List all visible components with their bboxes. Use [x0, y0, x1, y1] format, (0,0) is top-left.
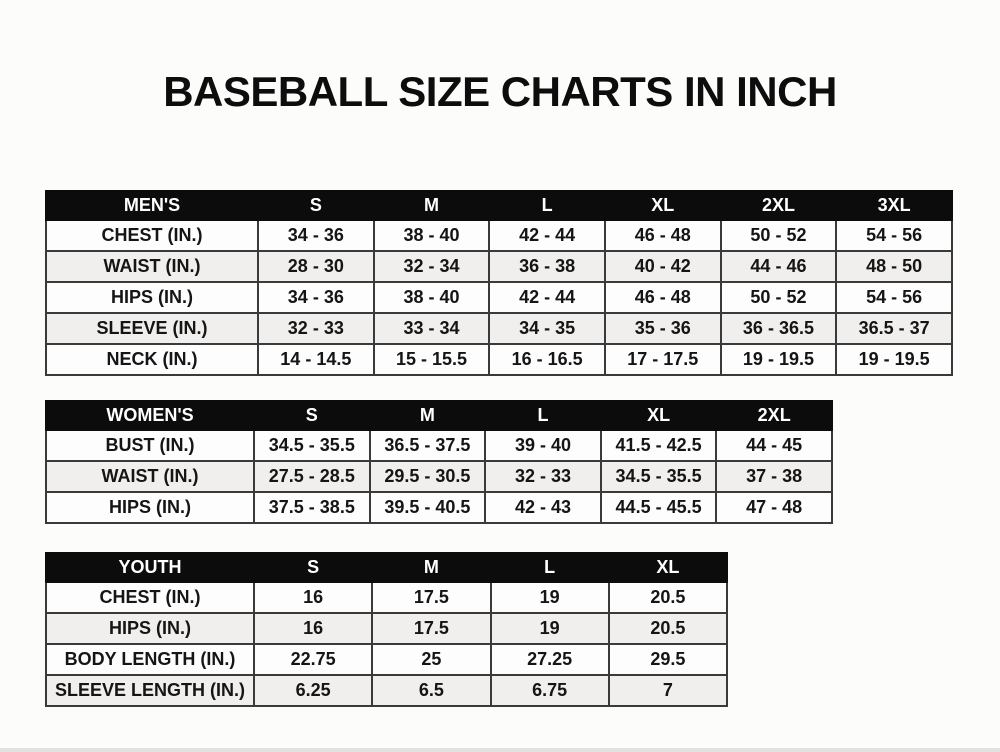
- size-value: 16: [254, 582, 372, 613]
- size-value: 19: [491, 613, 609, 644]
- table-row: [46, 675, 727, 706]
- size-value: 40 - 42: [605, 251, 721, 282]
- header-row: [46, 401, 832, 430]
- size-column-header: XL: [601, 401, 717, 430]
- table-title-cell: MEN'S: [46, 191, 258, 220]
- size-value: 44 - 45: [716, 430, 832, 461]
- table-row: [46, 644, 727, 675]
- table-row: [46, 251, 952, 282]
- size-column-header: M: [370, 401, 486, 430]
- size-value: 42 - 43: [485, 492, 601, 523]
- size-value: 48 - 50: [836, 251, 952, 282]
- size-value: 16 - 16.5: [489, 344, 605, 375]
- size-column-header: S: [254, 553, 372, 582]
- size-value: 35 - 36: [605, 313, 721, 344]
- size-value: 46 - 48: [605, 220, 721, 251]
- size-value: 17.5: [372, 613, 490, 644]
- size-value: 28 - 30: [258, 251, 374, 282]
- table-row: [46, 430, 832, 461]
- size-value: 38 - 40: [374, 282, 490, 313]
- size-value: 16: [254, 613, 372, 644]
- size-column-header: XL: [609, 553, 727, 582]
- header-row: [46, 553, 727, 582]
- size-column-header: M: [372, 553, 490, 582]
- size-value: 32 - 33: [485, 461, 601, 492]
- measurement-label: HIPS (IN.): [46, 492, 254, 523]
- table-row: [46, 492, 832, 523]
- measurement-label: WAIST (IN.): [46, 251, 258, 282]
- table-row: [46, 282, 952, 313]
- size-value: 27.25: [491, 644, 609, 675]
- size-value: 37 - 38: [716, 461, 832, 492]
- size-value: 20.5: [609, 613, 727, 644]
- size-value: 36.5 - 37: [836, 313, 952, 344]
- measurement-label: CHEST (IN.): [46, 582, 254, 613]
- size-value: 37.5 - 38.5: [254, 492, 370, 523]
- size-value: 34.5 - 35.5: [254, 430, 370, 461]
- page-title: BASEBALL SIZE CHARTS IN INCH: [163, 68, 837, 115]
- size-value: 36.5 - 37.5: [370, 430, 486, 461]
- size-value: 32 - 34: [374, 251, 490, 282]
- size-value: 34 - 35: [489, 313, 605, 344]
- size-value: 36 - 36.5: [721, 313, 837, 344]
- measurement-label: NECK (IN.): [46, 344, 258, 375]
- table-row: [46, 461, 832, 492]
- header-row: [46, 191, 952, 220]
- measurement-label: SLEEVE LENGTH (IN.): [46, 675, 254, 706]
- size-value: 19 - 19.5: [721, 344, 837, 375]
- size-value: 34 - 36: [258, 220, 374, 251]
- size-column-header: 2XL: [721, 191, 837, 220]
- mens-size-table: [45, 190, 953, 376]
- size-value: 19: [491, 582, 609, 613]
- size-value: 19 - 19.5: [836, 344, 952, 375]
- size-value: 14 - 14.5: [258, 344, 374, 375]
- measurement-label: CHEST (IN.): [46, 220, 258, 251]
- size-value: 29.5: [609, 644, 727, 675]
- size-value: 36 - 38: [489, 251, 605, 282]
- size-value: 46 - 48: [605, 282, 721, 313]
- size-column-header: 2XL: [716, 401, 832, 430]
- measurement-label: SLEEVE (IN.): [46, 313, 258, 344]
- measurement-label: HIPS (IN.): [46, 613, 254, 644]
- size-column-header: XL: [605, 191, 721, 220]
- size-value: 17 - 17.5: [605, 344, 721, 375]
- womens-size-table: [45, 400, 833, 524]
- size-value: 44.5 - 45.5: [601, 492, 717, 523]
- size-value: 41.5 - 42.5: [601, 430, 717, 461]
- measurement-label: BUST (IN.): [46, 430, 254, 461]
- size-value: 42 - 44: [489, 282, 605, 313]
- size-column-header: L: [485, 401, 601, 430]
- size-value: 25: [372, 644, 490, 675]
- table-row: [46, 582, 727, 613]
- size-value: 6.75: [491, 675, 609, 706]
- size-column-header: 3XL: [836, 191, 952, 220]
- size-value: 32 - 33: [258, 313, 374, 344]
- size-column-header: S: [258, 191, 374, 220]
- image-bottom-edge: [0, 748, 1000, 752]
- size-value: 38 - 40: [374, 220, 490, 251]
- table-title-cell: WOMEN'S: [46, 401, 254, 430]
- size-column-header: L: [489, 191, 605, 220]
- size-value: 33 - 34: [374, 313, 490, 344]
- size-value: 6.25: [254, 675, 372, 706]
- measurement-label: WAIST (IN.): [46, 461, 254, 492]
- size-value: 34.5 - 35.5: [601, 461, 717, 492]
- table-title-cell: YOUTH: [46, 553, 254, 582]
- size-value: 15 - 15.5: [374, 344, 490, 375]
- size-value: 44 - 46: [721, 251, 837, 282]
- size-value: 50 - 52: [721, 220, 837, 251]
- size-value: 54 - 56: [836, 282, 952, 313]
- size-column-header: L: [491, 553, 609, 582]
- measurement-label: HIPS (IN.): [46, 282, 258, 313]
- size-value: 39.5 - 40.5: [370, 492, 486, 523]
- size-value: 6.5: [372, 675, 490, 706]
- measurement-label: BODY LENGTH (IN.): [46, 644, 254, 675]
- table-row: [46, 613, 727, 644]
- size-value: 54 - 56: [836, 220, 952, 251]
- size-value: 22.75: [254, 644, 372, 675]
- size-column-header: M: [374, 191, 490, 220]
- size-column-header: S: [254, 401, 370, 430]
- size-value: 42 - 44: [489, 220, 605, 251]
- size-value: 20.5: [609, 582, 727, 613]
- size-value: 17.5: [372, 582, 490, 613]
- size-value: 7: [609, 675, 727, 706]
- table-row: [46, 313, 952, 344]
- size-value: 34 - 36: [258, 282, 374, 313]
- size-value: 47 - 48: [716, 492, 832, 523]
- table-row: [46, 344, 952, 375]
- size-value: 29.5 - 30.5: [370, 461, 486, 492]
- youth-size-table: [45, 552, 728, 707]
- size-value: 27.5 - 28.5: [254, 461, 370, 492]
- table-row: [46, 220, 952, 251]
- size-value: 39 - 40: [485, 430, 601, 461]
- size-value: 50 - 52: [721, 282, 837, 313]
